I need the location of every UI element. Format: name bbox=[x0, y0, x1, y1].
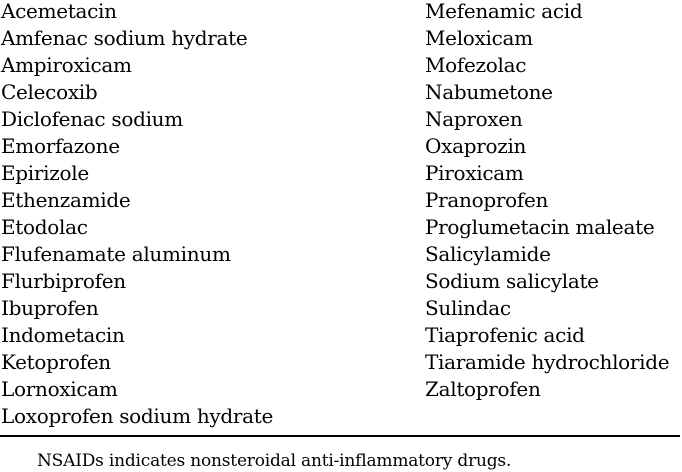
drug-name: Zaltoprofen bbox=[425, 377, 541, 401]
drug-name: Salicylamide bbox=[425, 242, 551, 266]
drug-column-left bbox=[1, 0, 273, 431]
drug-name: Nabumetone bbox=[425, 80, 553, 104]
drug-name: Ampiroxicam bbox=[1, 53, 132, 77]
drug-name: Sodium salicylate bbox=[425, 269, 599, 293]
drug-name: Lornoxicam bbox=[1, 377, 118, 401]
drug-name: Flurbiprofen bbox=[1, 269, 126, 293]
drug-column-right bbox=[425, 0, 669, 404]
drug-name: Sulindac bbox=[425, 296, 511, 320]
drug-name: Diclofenac sodium bbox=[1, 107, 183, 131]
drug-name: Flufenamate aluminum bbox=[1, 242, 231, 266]
drug-name: Proglumetacin maleate bbox=[425, 215, 655, 239]
drug-name: Oxaprozin bbox=[425, 134, 527, 158]
drug-name: Naproxen bbox=[425, 107, 523, 131]
drug-name: Tiaramide hydrochloride bbox=[425, 350, 670, 374]
drug-name: Ethenzamide bbox=[1, 188, 131, 212]
drug-name: Pranoprofen bbox=[425, 188, 549, 212]
drug-name: Mefenamic acid bbox=[425, 0, 583, 23]
drug-name: Tiaprofenic acid bbox=[425, 323, 585, 347]
drug-name: Amfenac sodium hydrate bbox=[1, 26, 248, 50]
drug-name: Mofezolac bbox=[425, 53, 527, 77]
drug-name: Epirizole bbox=[1, 161, 89, 185]
drug-name: Emorfazone bbox=[1, 134, 120, 158]
drug-name: Ketoprofen bbox=[1, 350, 111, 374]
drug-name: Meloxicam bbox=[425, 26, 533, 50]
table-footnote: NSAIDs indicates nonsteroidal anti-inflammatory drugs. bbox=[37, 451, 512, 471]
drug-name: Piroxicam bbox=[425, 161, 524, 185]
drug-name: Etodolac bbox=[1, 215, 88, 239]
drug-name: Acemetacin bbox=[1, 0, 117, 23]
drug-name: Ibuprofen bbox=[1, 296, 99, 320]
drug-name: Indometacin bbox=[1, 323, 125, 347]
drug-name: Celecoxib bbox=[1, 80, 98, 104]
table-bottom-rule bbox=[0, 435, 680, 437]
drug-name: Loxoprofen sodium hydrate bbox=[1, 404, 274, 428]
